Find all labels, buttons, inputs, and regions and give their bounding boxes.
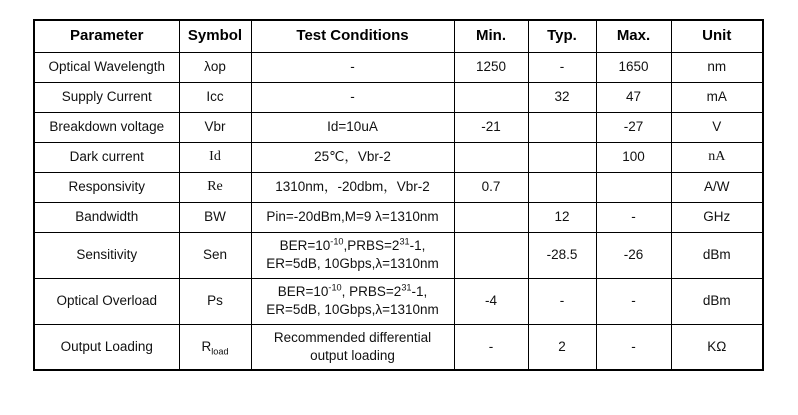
text-segment: dBm [702,246,731,262]
text-segment: Ps [207,292,223,308]
text-segment: - [350,58,355,74]
text-segment: BER=10 [277,283,329,299]
cell-typ [528,112,596,142]
text-segment: Re [207,179,223,195]
cell-unit [671,142,763,172]
text-segment: A/W [704,178,730,194]
cell-max: 1650 [596,52,671,82]
text-segment: Pin=-20dBm,M=9 λ=1310nm [266,208,439,224]
cell-min [454,202,528,232]
cell-conditions [251,82,454,112]
text-segment: -10 [330,236,344,247]
cell-conditions [251,232,454,278]
cell-parameter: Optical Wavelength [34,52,179,82]
text-segment: Icc [206,88,224,104]
cell-min [454,142,528,172]
table-row [34,112,763,142]
cell-max: - [596,202,671,232]
table-row [34,82,763,112]
cell-parameter: Breakdown voltage [34,112,179,142]
table-row [34,52,763,82]
cell-min: 1250 [454,52,528,82]
text-segment: load [211,346,229,357]
cell-conditions [251,52,454,82]
cell-conditions [251,278,454,324]
cell-symbol [179,324,251,370]
text-segment: -1, [409,237,426,253]
cell-typ: 32 [528,82,596,112]
cell-typ: - [528,52,596,82]
text-segment: nA [708,149,726,165]
cell-unit [671,172,763,202]
text-segment: , PRBS=2 [341,283,402,299]
cell-conditions [251,142,454,172]
cell-conditions [251,324,454,370]
cell-min: -4 [454,278,528,324]
cell-unit [671,324,763,370]
cell-symbol [179,232,251,278]
cell-typ: 2 [528,324,596,370]
cell-parameter: Dark current [34,142,179,172]
cell-max [596,172,671,202]
cell-typ: -28.5 [528,232,596,278]
table-row [34,142,763,172]
header-row [34,20,763,52]
text-segment: output loading [310,347,395,363]
column-header-max: Max. [596,20,671,52]
text-segment: ER=5dB, 10Gbps,λ=1310nm [266,256,439,271]
table-row [34,324,763,370]
cell-max: -26 [596,232,671,278]
text-segment: ,PRBS=2 [343,237,400,253]
text-segment: -1, [411,283,428,299]
text-segment: -10 [328,282,342,293]
cell-symbol [179,112,251,142]
cell-symbol [179,278,251,324]
text-segment: ER=5dB, 10Gbps,λ=1310nm [266,302,439,317]
column-header-min: Min. [454,20,528,52]
text-segment: V [712,118,722,134]
cell-unit [671,278,763,324]
cell-symbol [179,202,251,232]
text-segment: Vbr [204,118,226,134]
cell-conditions [251,172,454,202]
cell-max: -27 [596,112,671,142]
cell-min: -21 [454,112,528,142]
text-segment: - [350,88,355,104]
cell-unit [671,82,763,112]
text-segment: nm [707,58,727,74]
cell-typ [528,172,596,202]
text-segment: Recommended differential [273,329,432,345]
cell-unit [671,232,763,278]
text-segment: R [201,338,212,354]
cell-parameter: Supply Current [34,82,179,112]
column-header-parameter: Parameter [34,20,179,52]
text-segment: 25℃，Vbr-2 [314,148,391,164]
text-segment: mA [706,88,727,104]
cell-typ: 12 [528,202,596,232]
table-row [34,172,763,202]
cell-parameter: Sensitivity [34,232,179,278]
text-segment: λop [204,58,226,74]
text-segment: BER=10 [279,237,331,253]
cell-parameter: Optical Overload [34,278,179,324]
cell-max: 47 [596,82,671,112]
table-row [34,232,763,278]
cell-min [454,232,528,278]
cell-parameter: Bandwidth [34,202,179,232]
text-segment: GHz [703,208,731,224]
column-header-unit: Unit [671,20,763,52]
cell-unit [671,52,763,82]
cell-symbol [179,82,251,112]
cell-conditions [251,202,454,232]
column-header-symbol: Symbol [179,20,251,52]
text-segment: dBm [702,292,731,308]
text-segment: KΩ [707,338,727,354]
column-header-test-conditions: Test Conditions [251,20,454,52]
cell-symbol [179,172,251,202]
cell-parameter: Output Loading [34,324,179,370]
cell-max: - [596,278,671,324]
cell-min: - [454,324,528,370]
text-segment: 1310nm，-20dbm，Vbr-2 [275,178,430,194]
text-segment: Id [209,149,221,165]
cell-unit [671,202,763,232]
table-row [34,202,763,232]
cell-symbol [179,142,251,172]
cell-typ [528,142,596,172]
text-segment: Sen [202,246,228,262]
cell-max: - [596,324,671,370]
cell-conditions [251,112,454,142]
cell-symbol [179,52,251,82]
text-segment: Id=10uA [327,118,378,134]
text-segment: 31 [399,236,410,247]
cell-unit [671,112,763,142]
cell-min [454,82,528,112]
table-row [34,278,763,324]
spec-table [33,19,764,371]
cell-typ: - [528,278,596,324]
text-segment: BW [204,208,226,224]
text-segment: 31 [401,282,412,293]
column-header-typ: Typ. [528,20,596,52]
cell-min: 0.7 [454,172,528,202]
cell-max: 100 [596,142,671,172]
cell-parameter: Responsivity [34,172,179,202]
